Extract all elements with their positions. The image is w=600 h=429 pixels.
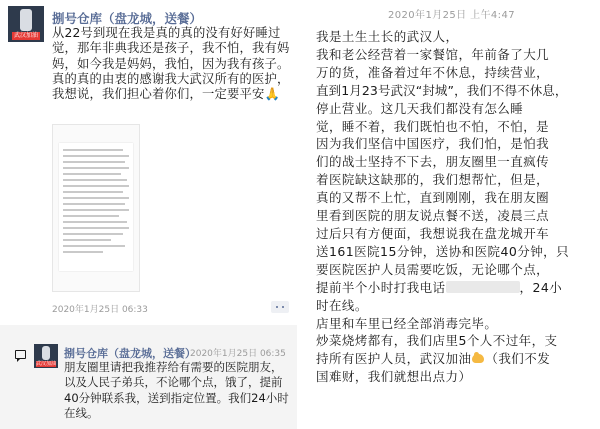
message-line: 真的又帮不上忙，直到刚刚，我在朋友圈 (316, 190, 550, 206)
avatar[interactable] (34, 344, 58, 368)
message-text (316, 28, 592, 386)
message-line: 我是土生土长的武汉人， (316, 29, 459, 44)
redacted-phone-number (446, 281, 520, 293)
message-line: 觉，睡不着，我们既怕也不怕，不怕，是 (316, 118, 550, 134)
message-line: 里看到医院的朋友说点餐不送，凌晨三点 (316, 208, 550, 224)
message-line: 时在线。 (316, 297, 368, 313)
message-line: 们的战士坚持不下去，朋友圈里一直疯传 (316, 154, 550, 170)
post-image-thumbnail[interactable] (52, 124, 140, 292)
message-line: 直到1月23号武汉“封城”，我们不得不休息， (316, 82, 568, 98)
screenshot-document (59, 143, 133, 271)
avatar-figure (42, 346, 50, 360)
message-line: 万的货，准备着过年不休息，持续营业， (316, 64, 550, 80)
message-line: 店里和车里已经全部消毒完毕。 (316, 315, 498, 331)
flexed-biceps-icon (471, 352, 485, 364)
moment-post-1 (0, 0, 297, 325)
message-date: 2020年1月25日 上午4:47 (388, 10, 515, 21)
post-timestamp: 2020年1月25日 06:33 (52, 305, 148, 315)
comment-text: 朋友圈里请把我推荐给有需要的医院朋友，以及人民子弟兵，不论哪个点，饿了，提前40分钟联系我，送到指定位置。我们24小时在线。 (64, 360, 289, 421)
message-line (316, 350, 592, 368)
call-suffix: ，24小 (519, 279, 563, 295)
avatar-tag: 武汉加油 (13, 32, 38, 39)
post-text: 从22号到现在我是真的真的没有好好睡过觉，那年非典我还是孩子，我不怕，我有妈妈，如今我是妈妈，我怕，因为我有孩子。真的真的由衷的感谢我大武汉所有的医护，我想说，我们担心着你们，一定要平安🙏 (52, 26, 290, 102)
message-line: 停止营业。这几天我们都没有怎么睡 (316, 100, 524, 116)
avatar-figure (20, 9, 32, 31)
comment-icon (15, 350, 26, 359)
message-line: 着医院缺这缺那的，我们想帮忙，但是， (316, 172, 550, 188)
more-options-icon[interactable] (271, 301, 289, 313)
avatar-tag: 武汉加油 (36, 361, 57, 367)
message-line: 送161医院15分钟，送协和医院40分钟，只 (316, 243, 570, 259)
call-prefix: 提前半个小时打我电话 (316, 279, 446, 295)
comment-timestamp: 2020年1月25日 06:35 (190, 349, 286, 359)
message-line: 我和老公经营着一家餐馆，年前备了大几 (316, 46, 550, 62)
message-line: 炒菜烧烤都有，我们店里5个人不过年，支 (316, 333, 558, 349)
chat-message-panel (303, 0, 600, 429)
moments-panel (0, 0, 297, 429)
message-line: 因为我们坚信中国医疗，我们怕，是怕我 (316, 136, 550, 152)
support-text-end: （我们不发 (485, 351, 551, 367)
message-line: 过后只有方便面，我想说我在盘龙城开车 (316, 225, 550, 241)
support-text: 持所有医护人员，武汉加油 (316, 351, 472, 367)
message-line: 国难财，我们就想出点力） (316, 369, 472, 385)
poster-nickname[interactable]: 捌号仓库（盘龙城，送餐） (52, 11, 203, 26)
message-line (316, 279, 592, 297)
avatar[interactable] (8, 6, 44, 42)
commenter-nickname[interactable]: 捌号仓库（盘龙城，送餐） (64, 347, 196, 360)
message-line: 要医院医护人员需要吃饭，无论哪个点， (316, 261, 550, 277)
